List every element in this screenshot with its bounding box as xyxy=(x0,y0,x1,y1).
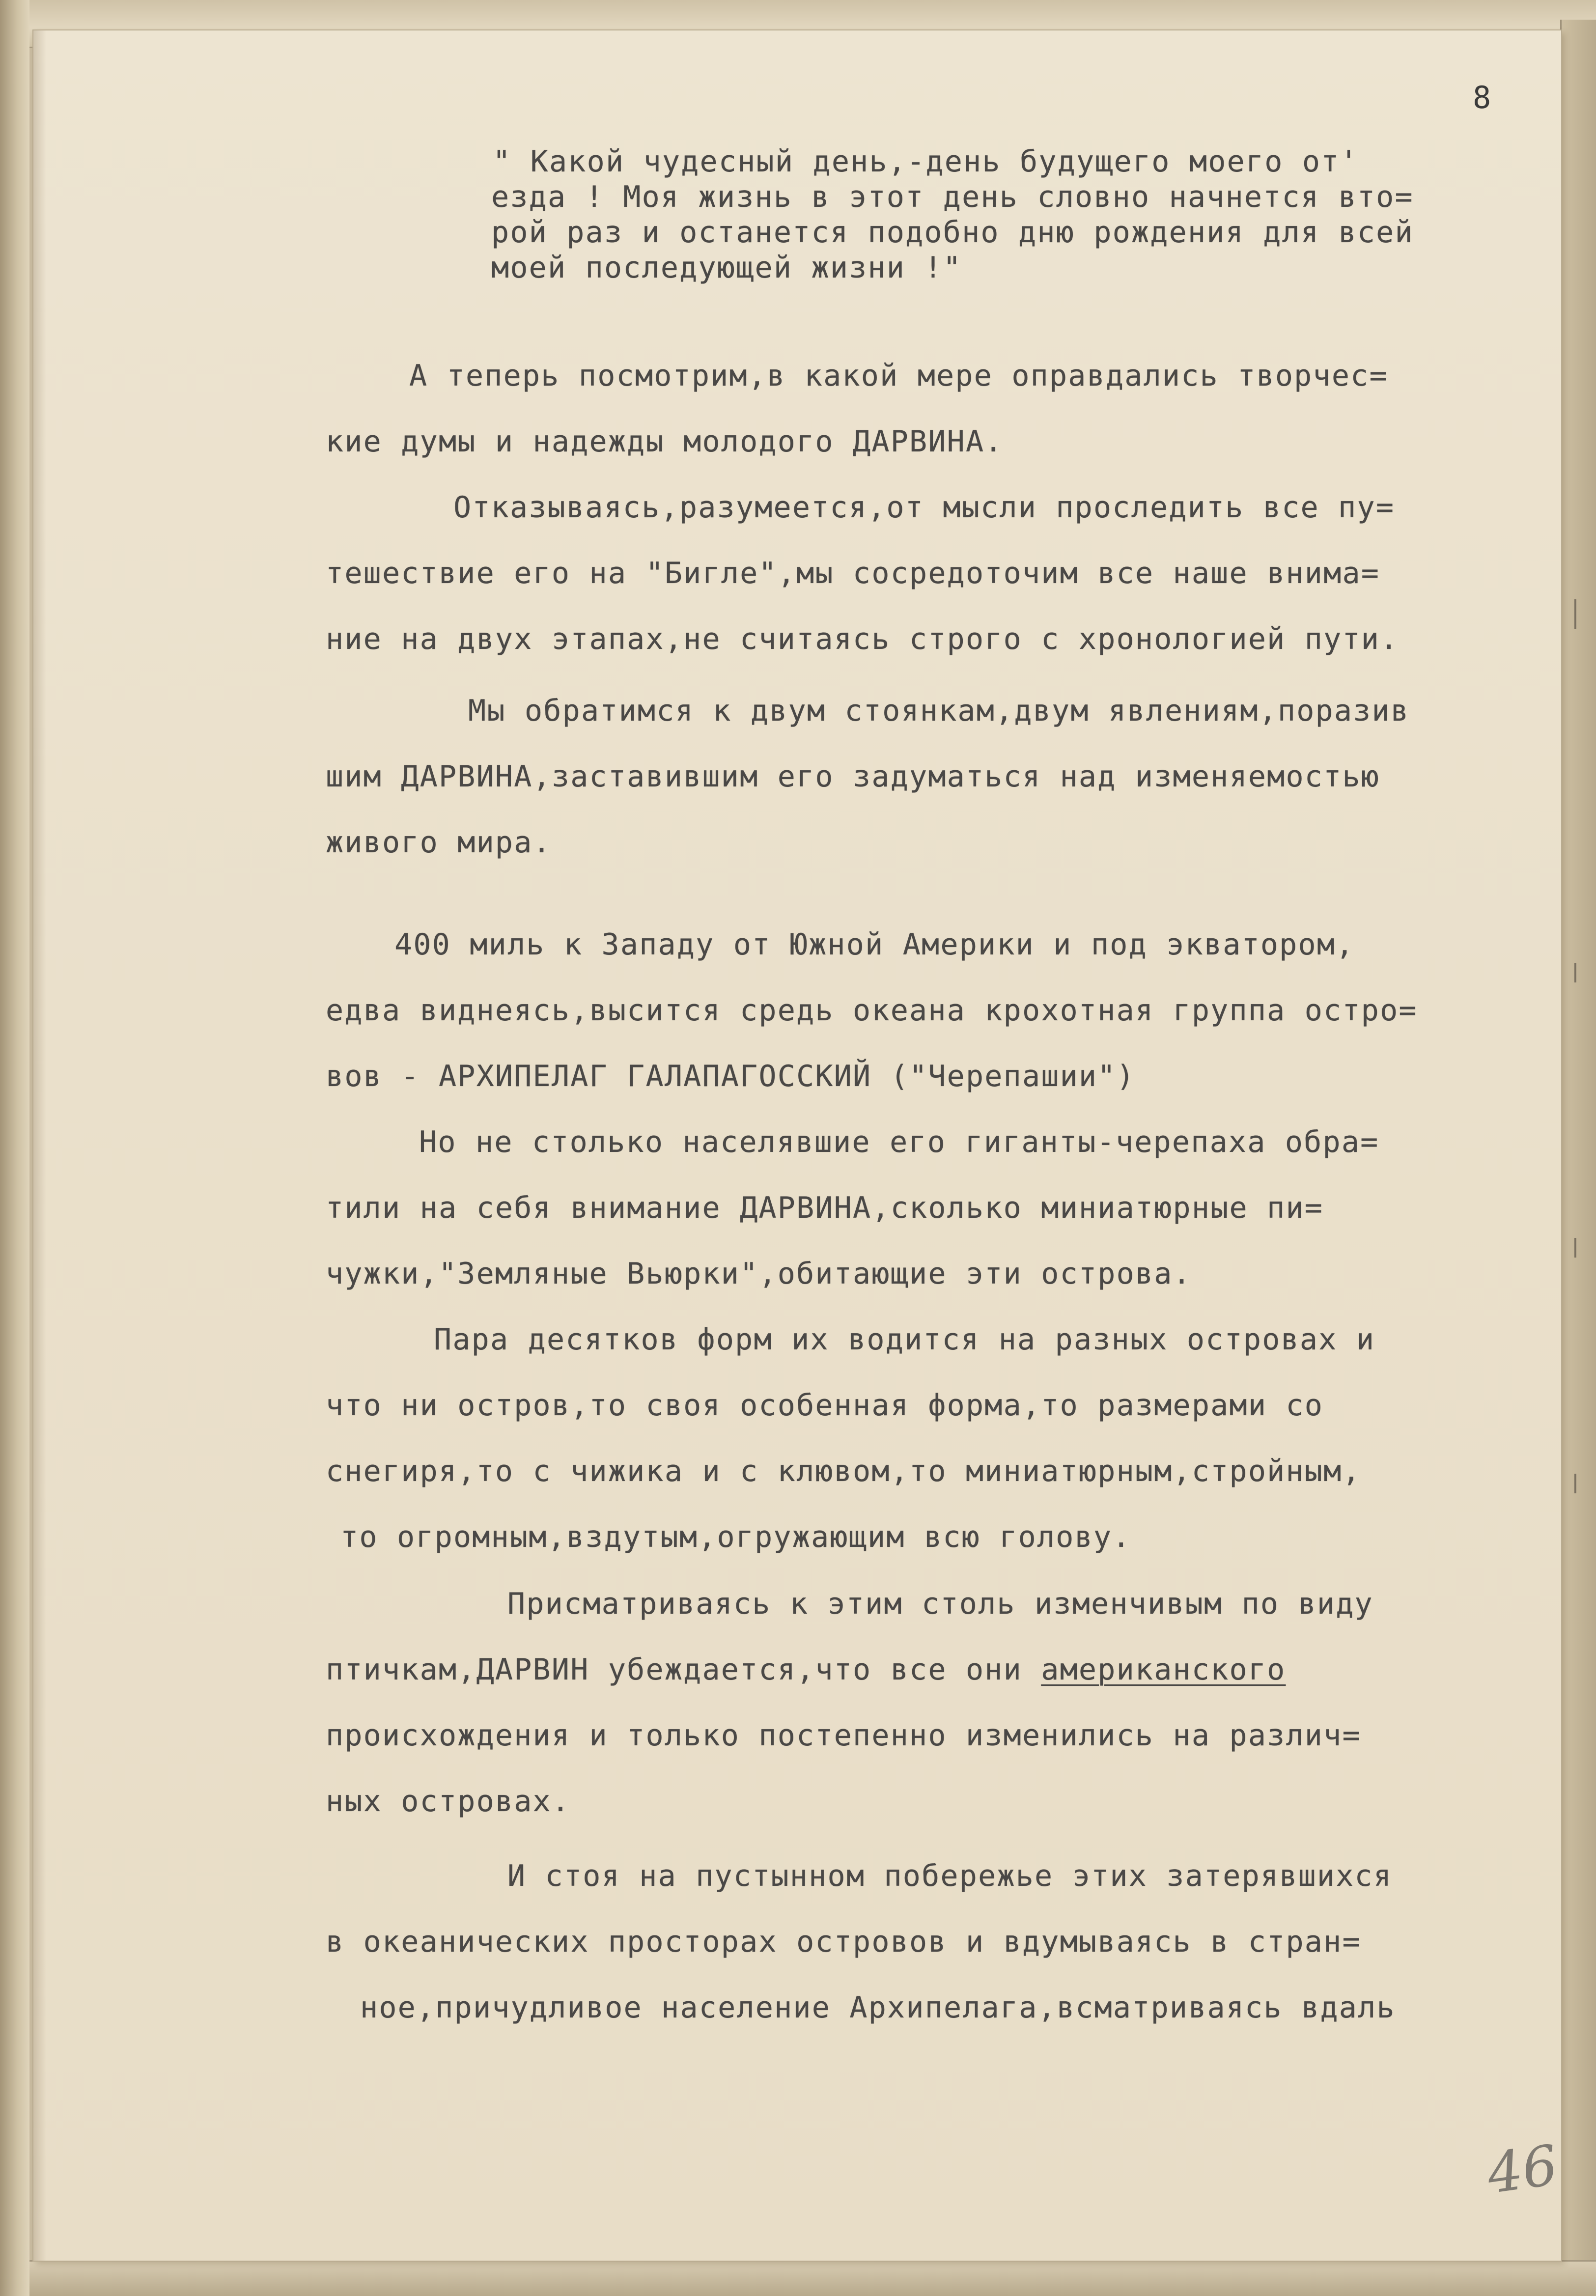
text-line: чужки,"Земляные Вьюрки",обитающие эти острова. xyxy=(326,1257,1192,1291)
text-line: Отказываясь,разумеется,от мысли проследить все пу= xyxy=(453,490,1395,525)
text-line: ное,причудливое население Архипелага,всматриваясь вдаль xyxy=(360,1990,1396,2025)
text-line: живого мира. xyxy=(326,825,552,860)
text-line: " Какой чудесный день,-день будущего моего от' xyxy=(493,144,1359,179)
text-line: снегиря,то с чижика и с клювом,то миниатюрным,стройным, xyxy=(326,1454,1361,1488)
margin-mark xyxy=(1574,1474,1576,1493)
text-line: Пара десятков форм их водится на разных островах и xyxy=(434,1322,1375,1357)
text-segment: птичкам,ДАРВИН убеждается,что все они xyxy=(326,1652,1041,1687)
page-text xyxy=(33,30,1561,2261)
margin-mark xyxy=(1574,963,1576,982)
text-line: ние на двух этапах,не считаясь строго с хронологией пути. xyxy=(326,622,1399,656)
folder-left-strip xyxy=(0,0,29,2296)
text-line: Присматриваясь к этим столь изменчивым по виду xyxy=(507,1587,1373,1621)
text-line: едва виднеясь,высится средь океана крохотная группа остро= xyxy=(326,993,1418,1028)
typewritten-page xyxy=(33,30,1561,2261)
folder-right-edge xyxy=(1560,20,1596,2296)
margin-mark xyxy=(1574,599,1576,629)
text-line: кие думы и надежды молодого ДАРВИНА. xyxy=(326,424,1004,459)
text-line: шим ДАРВИНА,заставившим его задуматься над изменяемостью xyxy=(326,759,1380,794)
text-line: ных островах. xyxy=(326,1784,571,1819)
text-line: моей последующей жизни !" xyxy=(491,251,962,285)
text-line: происхождения и только постепенно изменились на различ= xyxy=(326,1718,1361,1753)
text-line: тили на себя внимание ДАРВИНА,сколько миниатюрные пи= xyxy=(326,1191,1324,1225)
text-line: А теперь посмотрим,в какой мере оправдались творчес= xyxy=(409,359,1388,393)
text-line: езда ! Моя жизнь в этот день словно начнется вто= xyxy=(491,180,1414,214)
underlined-word: американского xyxy=(1041,1652,1286,1687)
text-line: вов - АРХИПЕЛАГ ГАЛАПАГОССКИЙ ("Черепашии") xyxy=(326,1059,1135,1093)
text-line: в океанических просторах островов и вдумываясь в стран= xyxy=(326,1925,1361,1959)
margin-mark xyxy=(1574,1238,1576,1258)
text-line: то огромным,вздутым,огружающим всю голову. xyxy=(340,1520,1131,1554)
text-line: Но не столько населявшие его гиганты-черепаха обра= xyxy=(419,1125,1379,1159)
folder-bottom-edge xyxy=(29,2260,1596,2296)
text-line: И стоя на пустынном побережье этих затерявшихся xyxy=(507,1859,1393,1893)
text-line: 400 миль к Западу от Южной Америки и под экватором, xyxy=(394,927,1355,962)
text-line: что ни остров,то своя особенная форма,то размерами со xyxy=(326,1388,1324,1423)
text-line: тешествие его на "Бигле",мы сосредоточим все наше внима= xyxy=(326,556,1380,590)
archive-folio-number: 46 xyxy=(1483,2133,1562,2207)
text-line xyxy=(326,1652,1286,1687)
text-line: Мы обратимся к двум стоянкам,двум явлениям,поразив xyxy=(468,694,1410,728)
page-number: 8 xyxy=(1473,80,1491,115)
text-line: рой раз и останется подобно дню рождения для всей xyxy=(491,215,1414,250)
